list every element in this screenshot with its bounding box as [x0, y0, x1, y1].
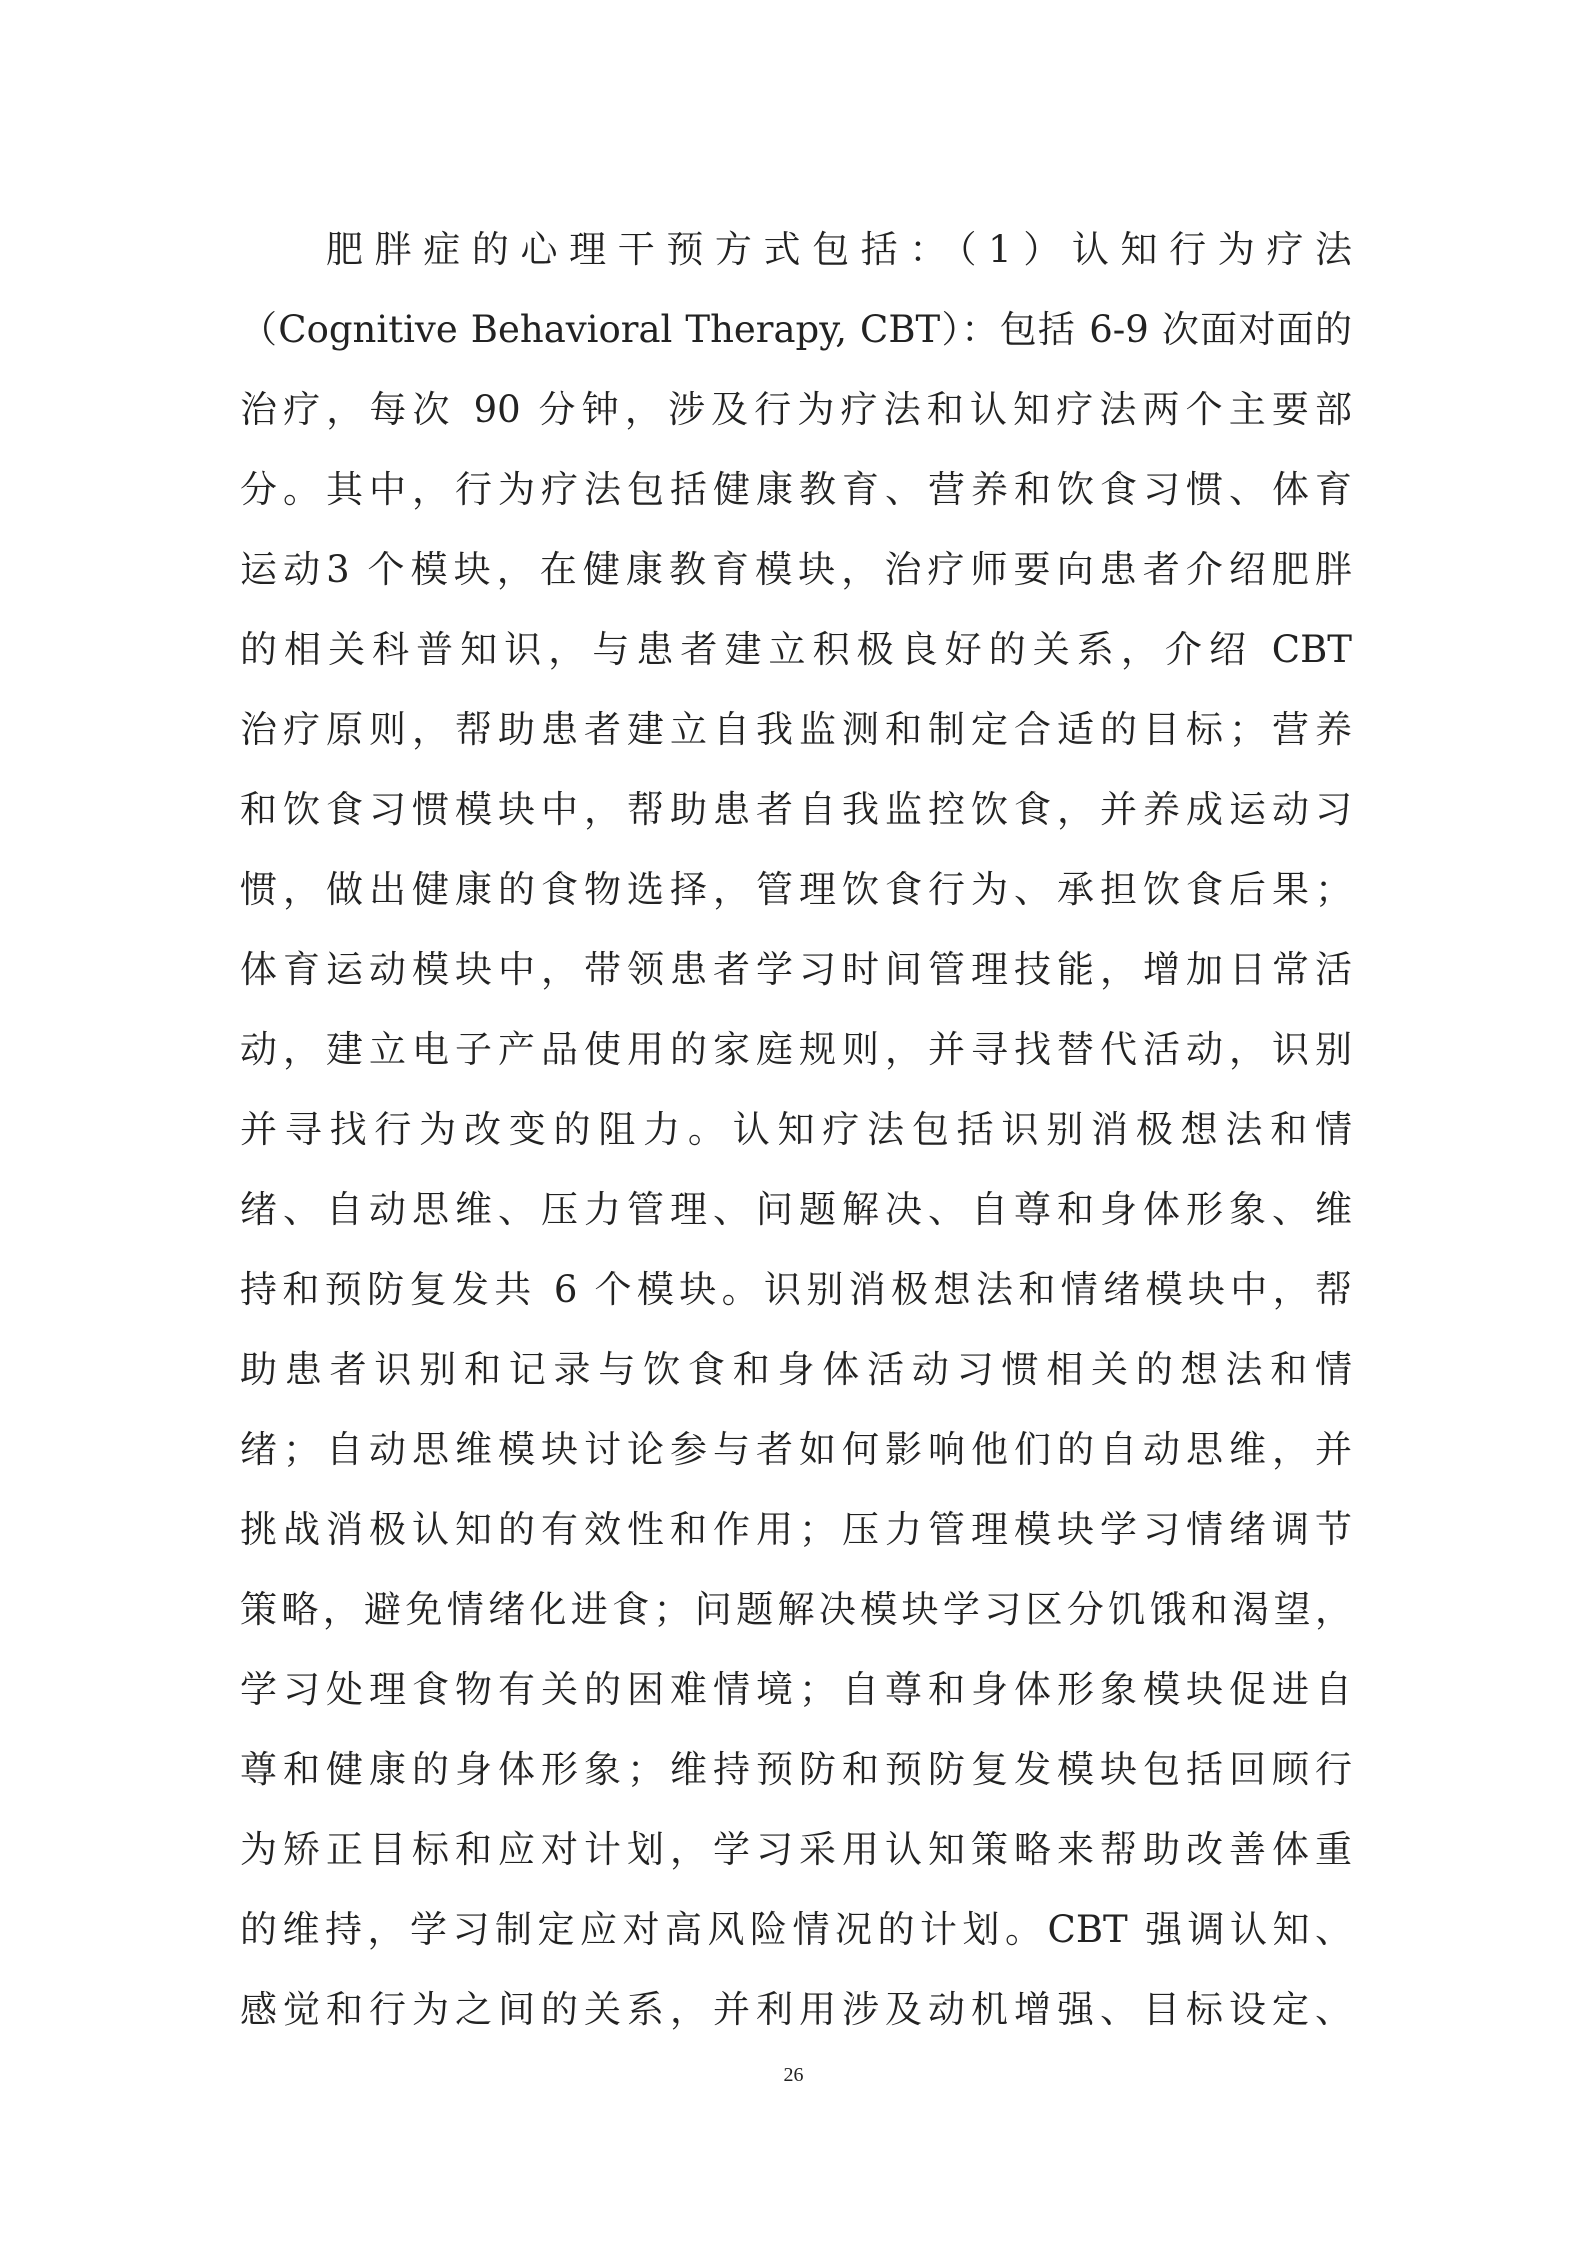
text-line: 运动3 个模块，在健康教育模块，治疗师要向患者介绍肥胖	[240, 548, 1352, 591]
text-line: 动，建立电子产品使用的家庭规则，并寻找替代活动，识别	[240, 1028, 1352, 1071]
body-paragraph	[240, 210, 1352, 2050]
text-line: 和饮食习惯模块中，帮助患者自我监控饮食，并养成运动习	[240, 788, 1352, 831]
text-line: 的维持，学习制定应对高风险情况的计划。CBT 强调认知、	[240, 1908, 1352, 1951]
text-line: 绪、自动思维、压力管理、问题解决、自尊和身体形象、维	[240, 1188, 1352, 1231]
text-line: 挑战消极认知的有效性和作用；压力管理模块学习情绪调节	[240, 1508, 1352, 1551]
text-line: 尊和健康的身体形象；维持预防和预防复发模块包括回顾行	[240, 1748, 1352, 1791]
page-number: 26	[783, 2064, 804, 2086]
text-line: 治疗，每次 90 分钟，涉及行为疗法和认知疗法两个主要部	[240, 388, 1352, 431]
text-line: 助患者识别和记录与饮食和身体活动习惯相关的想法和情	[240, 1348, 1352, 1391]
text-line: 惯，做出健康的食物选择，管理饮食行为、承担饮食后果；	[240, 868, 1352, 911]
text-line: 体育运动模块中，带领患者学习时间管理技能，增加日常活	[240, 948, 1352, 991]
text-line: 肥胖症的心理干预方式包括：（1）认知行为疗法	[326, 228, 1352, 271]
text-line: 的相关科普知识，与患者建立积极良好的关系，介绍 CBT	[240, 628, 1352, 671]
text-line: 并寻找行为改变的阻力。认知疗法包括识别消极想法和情	[240, 1108, 1352, 1151]
text-line: 持和预防复发共 6 个模块。识别消极想法和情绪模块中，帮	[240, 1268, 1352, 1311]
text-line: 分。其中，行为疗法包括健康教育、营养和饮食习惯、体育	[240, 468, 1352, 511]
text-line: 策略，避免情绪化进食；问题解决模块学习区分饥饿和渴望，	[240, 1588, 1352, 1631]
text-line: 治疗原则，帮助患者建立自我监测和制定合适的目标；营养	[240, 708, 1352, 751]
text-line: 感觉和行为之间的关系，并利用涉及动机增强、目标设定、	[240, 1988, 1352, 2031]
text-line: 学习处理食物有关的困难情境；自尊和身体形象模块促进自	[240, 1668, 1352, 1711]
text-line: 为矫正目标和应对计划，学习采用认知策略来帮助改善体重	[240, 1828, 1352, 1871]
text-line: （Cognitive Behavioral Therapy, CBT）：包括 6-9 次面对面的	[240, 308, 1352, 351]
text-line: 绪；自动思维模块讨论参与者如何影响他们的自动思维，并	[240, 1428, 1352, 1471]
